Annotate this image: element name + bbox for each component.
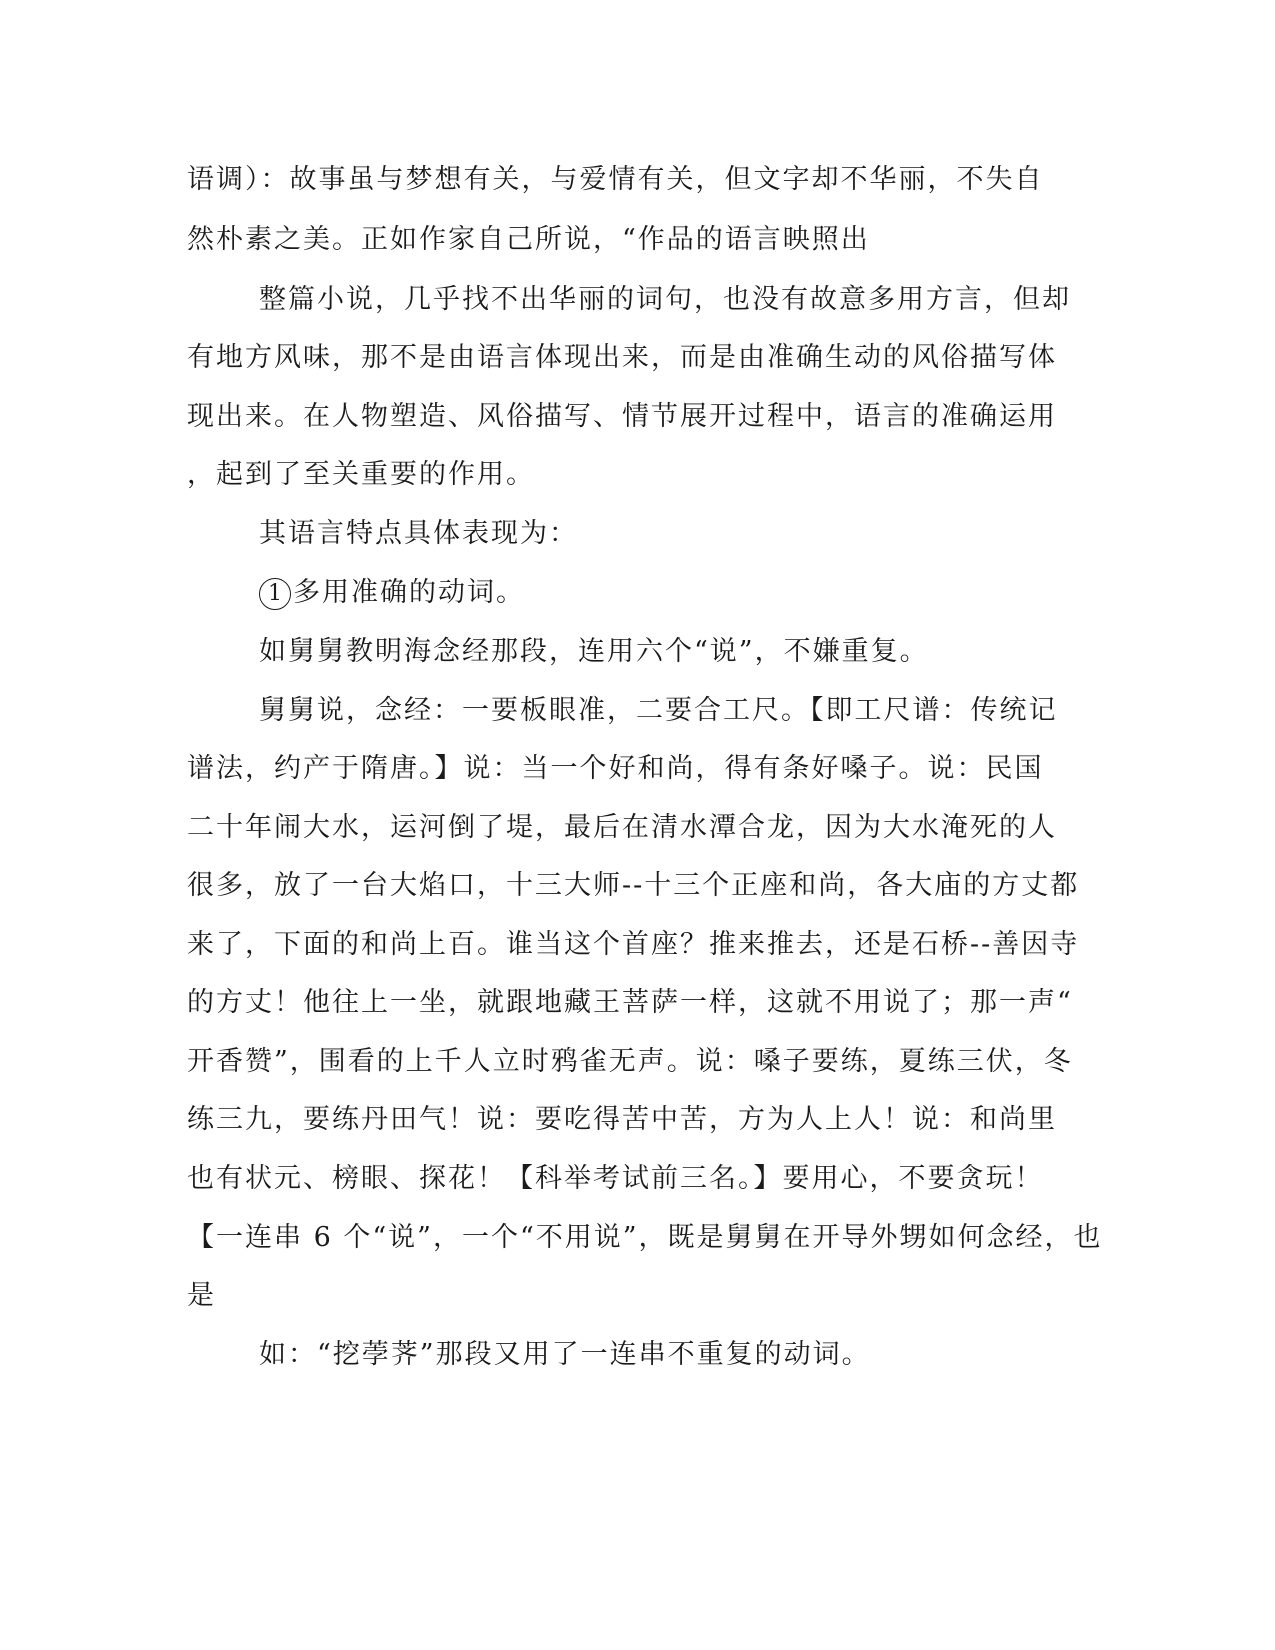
list-item-line — [259, 575, 525, 611]
text-line: 语调）：故事虽与梦想有关，与爱情有关，但文字却不华丽，不失自 — [187, 164, 1044, 195]
text-line: 有地方风味，那不是由语言体现出来，而是由准确生动的风俗描写体 — [187, 342, 1057, 373]
paragraph-start-line: 如：“挖荸荠”那段又用了一连串不重复的动词。 — [259, 1339, 871, 1370]
text-line: ，起到了至关重要的作用。 — [187, 459, 535, 490]
text-line: 开香赞”，围看的上千人立时鸦雀无声。说：嗓子要练，夏练三伏，冬 — [187, 1046, 1073, 1077]
paragraph-start-line: 如舅舅教明海念经那段，连用六个“说”，不嫌重复。 — [259, 636, 929, 667]
paragraph-start-line: 舅舅说，念经：一要板眼准，二要合工尺。【即工尺谱：传统记 — [259, 695, 1058, 726]
text-line: 现出来。在人物塑造、风俗描写、情节展开过程中，语言的准确运用 — [187, 401, 1057, 432]
text-line: 练三九，要练丹田气！说：要吃得苦中苦，方为人上人！说：和尚里 — [187, 1104, 1057, 1135]
text-line: 然朴素之美。正如作家自己所说，“作品的语言映照出 — [187, 224, 870, 255]
list-item-text: 多用准确的动词。 — [293, 577, 525, 608]
paragraph-start-line: 整篇小说，几乎找不出华丽的词句，也没有故意多用方言，但却 — [259, 284, 1071, 315]
circled-number-marker: 1 — [259, 578, 291, 610]
text-line: 谱法，约产于隋唐。】说：当一个好和尚，得有条好嗓子。说：民国 — [187, 753, 1044, 784]
text-line: 【一连串 6 个“说”，一个“不用说”，既是舅舅在开导外甥如何念经，也 — [187, 1222, 1103, 1253]
text-line: 很多，放了一台大焰口，十三大师--十三个正座和尚，各大庙的方丈都 — [187, 870, 1080, 901]
text-line: 也有状元、榜眼、探花！【科举考试前三名。】要用心，不要贪玩！ — [187, 1163, 1044, 1194]
text-line: 来了，下面的和尚上百。谁当这个首座？推来推去，还是石桥--善因寺 — [187, 929, 1080, 960]
text-line: 是 — [187, 1280, 216, 1311]
text-line: 二十年闹大水，运河倒了堤，最后在清水潭合龙，因为大水淹死的人 — [187, 812, 1057, 843]
text-line: 的方丈！他往上一坐，就跟地藏王菩萨一样，这就不用说了；那一声“ — [187, 987, 1073, 1018]
paragraph-start-line: 其语言特点具体表现为： — [259, 518, 578, 549]
